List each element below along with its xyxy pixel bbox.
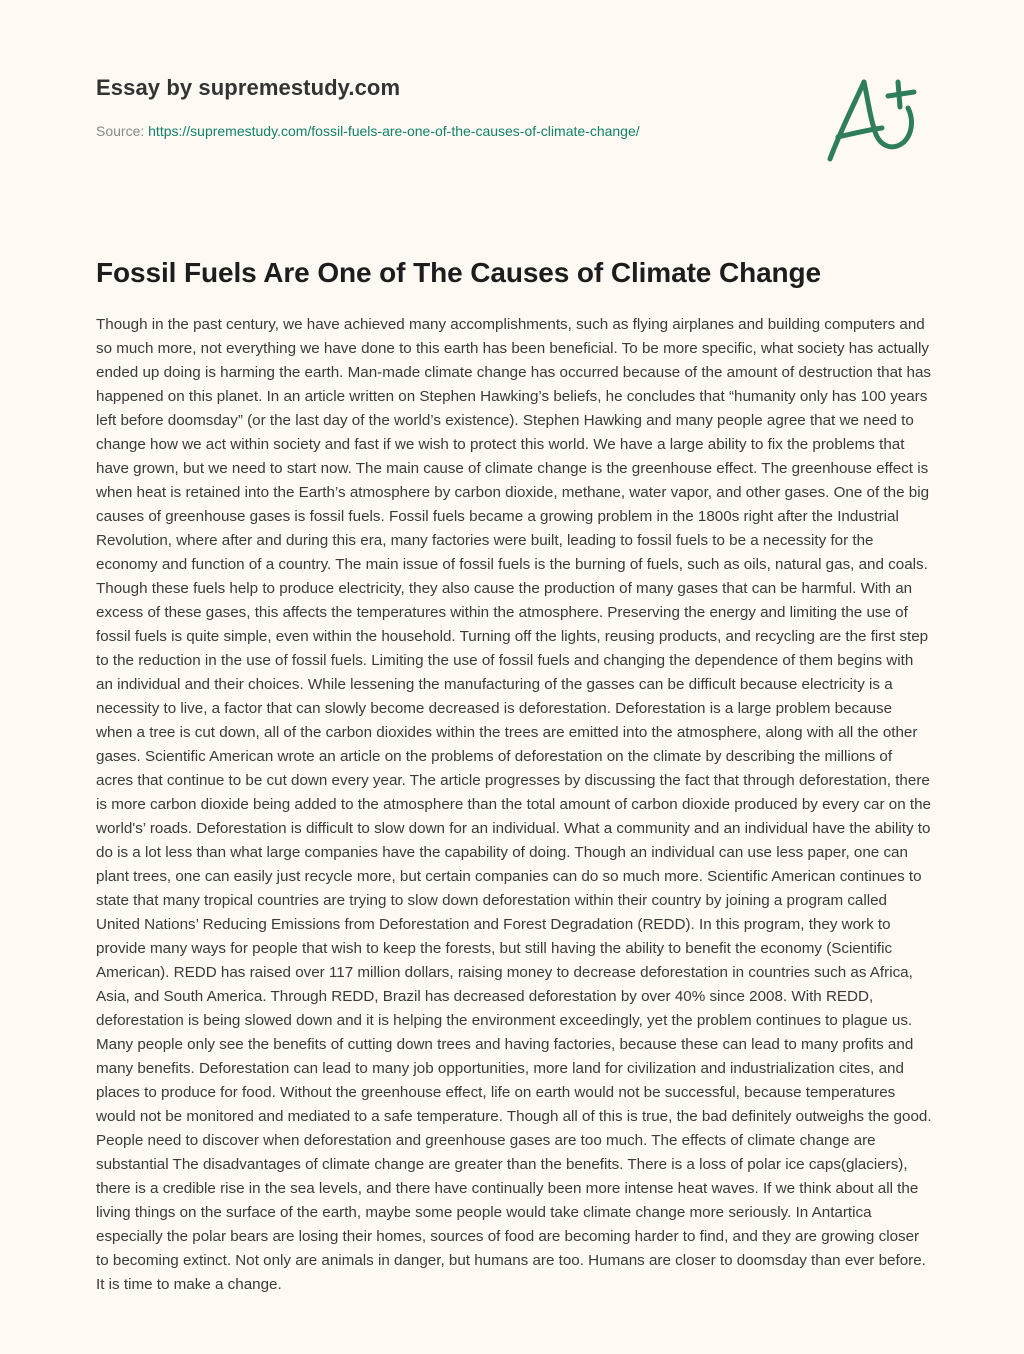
site-title: Essay by supremestudy.com [96,75,401,100]
a-plus-grade-icon [820,62,930,167]
source-link[interactable]: https://supremestudy.com/fossil-fuels-are-one-of-the-causes-of-climate-change/ [148,123,640,139]
essay-title: Fossil Fuels Are One of The Causes of Climate Change [96,257,822,288]
source-label: Source: [96,123,145,139]
essay-body: Though in the past century, we have achieved many accomplishments, such as flying airplanes and building computers and so much more, not everything we have done to this earth has been beneficial. To be more specific, what society has actually ended up doing is harming the earth. Man-made climate change has occurred because of the amount of destruction that has happened on this planet. In an article written on Stephen Hawking’s beliefs, he concludes that “humanity only has 100 years left before doomsday” (or the last day of the world’s existence). Stephen Hawking and many people agree that we need to change how we act within society and fast if we wish to protect this world. We have a large ability to fix the problems that have grown, but we need to start now. The main cause of climate change is the greenhouse effect. The greenhouse effect is when heat is retained into the Earth’s atmosphere by carbon dioxide, methane, water vapor, and other gases. One of the big causes of greenhouse gases is fossil fuels. Fossil fuels became a growing problem in the 1800s right after the Industrial Revolution, where after and during this era, many factories were built, leading to fossil fuels to be a necessity for the economy and function of a country. The main issue of fossil fuels is the burning of fuels, such as oils, natural gas, and coals. Though these fuels help to produce electricity, they also cause the production of many gases that can be harmful. With an excess of these gases, this affects the temperatures within the atmosphere. Preserving the energy and limiting the use of fossil fuels is quite simple, even within the household. Turning off the lights, reusing products, and recycling are the first step to the reduction in the use of fossil fuels. Limiting the use of fossil fuels and changing the dependence of them begins with an individual and their choices. While lessening the manufacturing of the gasses can be difficult because electricity is a necessity to live, a factor that can slowly become decreased is deforestation. Deforestation is a large problem because when a tree is cut down, all of the carbon dioxides within the trees are emitted into the atmosphere, along with all the other gases. Scientific American wrote an article on the problems of deforestation on the climate by describing the millions of acres that continue to be cut down every year. The article progresses by discussing the fact that through deforestation, there is more carbon dioxide being added to the atmosphere than the total amount of carbon dioxide produced by every car on the world's’ roads. Deforestation is difficult to slow down for an individual. What a community and an individual have the ability to do is a lot less than what large companies have the capability of doing. Though an individual can use less paper, one can plant trees, one can easily just recycle more, but certain companies can do so much more. Scientific American continues to state that many tropical countries are trying to slow down deforestation within their country by joining a program called United Nations’ Reducing Emissions from Deforestation and Forest Degradation (REDD). In this program, they work to provide many ways for people that wish to keep the forests, but still having the ability to benefit the economy (Scientific American). REDD has raised over 117 million dollars, raising money to decrease deforestation in countries such as Africa, Asia, and South America. Through REDD, Brazil has decreased deforestation by over 40% since 2008. With REDD, deforestation is being slowed down and it is helping the environment exceedingly, yet the problem continues to plague us. Many people only see the benefits of cutting down trees and having factories, because these can lead to many profits and many benefits. Deforestation can lead to many job opportunities, more land for civilization and industrialization cites, and places to produce for food. Without the greenhouse effect, life on earth would not be successful, because temperatures would not be monitored and mediated to a safe temperature. Though all of this is true, the bad definitely outweighs the good. People need to discover when deforestation and greenhouse gases are too much. The effects of climate change are substantial The disadvantages of climate change are greater than the benefits. There is a loss of polar ice caps(glaciers), there is a credible rise in the sea levels, and there have continually been more intense heat waves. If we think about all the living things on the surface of the earth, maybe some people would take climate change more seriously. In Antartica especially the polar bears are losing their homes, sources of food are becoming harder to find, and they are growing closer to becoming extinct. Not only are animals in danger, but humans are too. Humans are closer to doomsday than ever before. It is time to make a change. [96,316,932,1293]
source-line [96,122,796,140]
page-header [96,73,796,140]
